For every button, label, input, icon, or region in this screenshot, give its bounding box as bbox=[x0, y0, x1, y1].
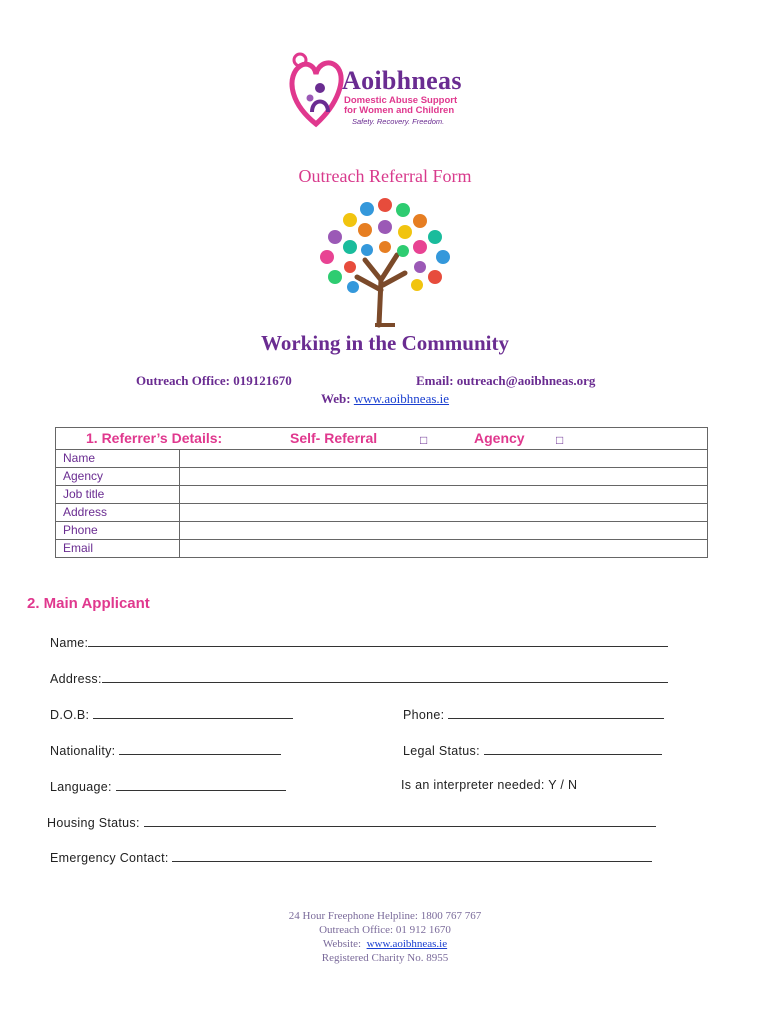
footer-website-label: Website: bbox=[322, 938, 362, 950]
tree-of-hands-icon bbox=[305, 185, 465, 330]
office-phone: Outreach Office: 019121670 bbox=[136, 373, 292, 388]
address-field-row bbox=[50, 670, 668, 686]
interpreter-question[interactable]: Is an interpreter needed: Y / N bbox=[401, 778, 578, 792]
row-label: Name bbox=[56, 450, 180, 468]
agency-value-cell[interactable] bbox=[180, 468, 708, 486]
table-row bbox=[56, 450, 708, 468]
emergency-label: Emergency Contact: bbox=[50, 851, 169, 865]
table-row bbox=[56, 468, 708, 486]
footer-office: Outreach Office: 01 912 1670 bbox=[319, 924, 451, 936]
row-label: Email bbox=[56, 540, 180, 558]
logo-tagline: Safety. Recovery. Freedom. bbox=[352, 117, 445, 126]
row-label: Phone bbox=[56, 522, 180, 540]
footer-helpline: 24 Hour Freephone Helpline: 1800 767 767 bbox=[288, 910, 482, 922]
address-label: Address: bbox=[50, 672, 102, 686]
table-row bbox=[56, 486, 708, 504]
language-input-line[interactable] bbox=[116, 778, 286, 791]
name-value-cell[interactable] bbox=[180, 450, 708, 468]
housing-field-row bbox=[47, 814, 656, 830]
section1-title: 1. Referrer’s Details: bbox=[86, 430, 223, 446]
main-heading: Working in the Community bbox=[261, 331, 509, 355]
address-input-line[interactable] bbox=[102, 670, 668, 683]
language-label: Language: bbox=[50, 780, 112, 794]
nationality-label: Nationality: bbox=[50, 744, 116, 758]
emergency-field-row bbox=[50, 849, 652, 865]
website-line bbox=[0, 391, 770, 407]
table-row bbox=[56, 540, 708, 558]
name-field-row bbox=[50, 634, 668, 650]
row-label: Agency bbox=[56, 468, 180, 486]
web-label: Web: bbox=[320, 391, 351, 406]
address-value-cell[interactable] bbox=[180, 504, 708, 522]
phone-input-line[interactable] bbox=[448, 706, 664, 719]
nationality-input-line[interactable] bbox=[119, 742, 281, 755]
nationality-field-row bbox=[50, 742, 281, 758]
referrer-header-cell bbox=[56, 428, 708, 450]
name-input-line[interactable] bbox=[88, 634, 668, 647]
logo-subtitle-line1: Domestic Abuse Support bbox=[344, 95, 458, 106]
heart-figure-icon bbox=[286, 52, 346, 132]
phone-label: Phone: bbox=[403, 708, 445, 722]
self-referral-label: Self- Referral bbox=[290, 430, 378, 446]
legal-status-field-row bbox=[403, 742, 662, 758]
job-title-value-cell[interactable] bbox=[180, 486, 708, 504]
contact-email: Email: outreach@aoibhneas.org bbox=[416, 373, 596, 388]
logo-name: Aoibhneas bbox=[342, 66, 462, 95]
housing-label: Housing Status: bbox=[47, 816, 140, 830]
housing-input-line[interactable] bbox=[144, 814, 656, 827]
footer-website-link[interactable]: www.aoibhneas.ie bbox=[366, 938, 448, 950]
table-row bbox=[56, 522, 708, 540]
dob-label: D.O.B: bbox=[50, 708, 90, 722]
dob-input-line[interactable] bbox=[93, 706, 293, 719]
phone-value-cell[interactable] bbox=[180, 522, 708, 540]
legal-status-input-line[interactable] bbox=[484, 742, 662, 755]
form-title: Outreach Referral Form bbox=[298, 166, 472, 186]
footer bbox=[0, 909, 770, 965]
footer-website bbox=[0, 937, 770, 951]
table-row bbox=[56, 504, 708, 522]
footer-charity: Registered Charity No. 8955 bbox=[321, 952, 449, 964]
self-referral-checkbox[interactable]: □ bbox=[420, 433, 428, 447]
section2-title: 2. Main Applicant bbox=[27, 595, 150, 612]
agency-label: Agency bbox=[474, 430, 525, 446]
row-label: Address bbox=[56, 504, 180, 522]
phone-field-row bbox=[403, 706, 664, 722]
referrer-details-table bbox=[55, 427, 708, 558]
logo-subtitle bbox=[344, 96, 457, 116]
language-field-row bbox=[50, 778, 286, 794]
row-label: Job title bbox=[56, 486, 180, 504]
name-label: Name: bbox=[50, 636, 89, 650]
website-link[interactable]: www.aoibhneas.ie bbox=[353, 391, 450, 406]
agency-checkbox[interactable]: □ bbox=[556, 433, 564, 447]
email-value-cell[interactable] bbox=[180, 540, 708, 558]
legal-status-label: Legal Status: bbox=[403, 744, 480, 758]
emergency-input-line[interactable] bbox=[172, 849, 652, 862]
dob-field-row bbox=[50, 706, 293, 722]
organization-logo bbox=[286, 52, 486, 132]
logo-subtitle-line2: for Women and Children bbox=[344, 105, 455, 116]
referrer-header-row bbox=[56, 428, 708, 450]
